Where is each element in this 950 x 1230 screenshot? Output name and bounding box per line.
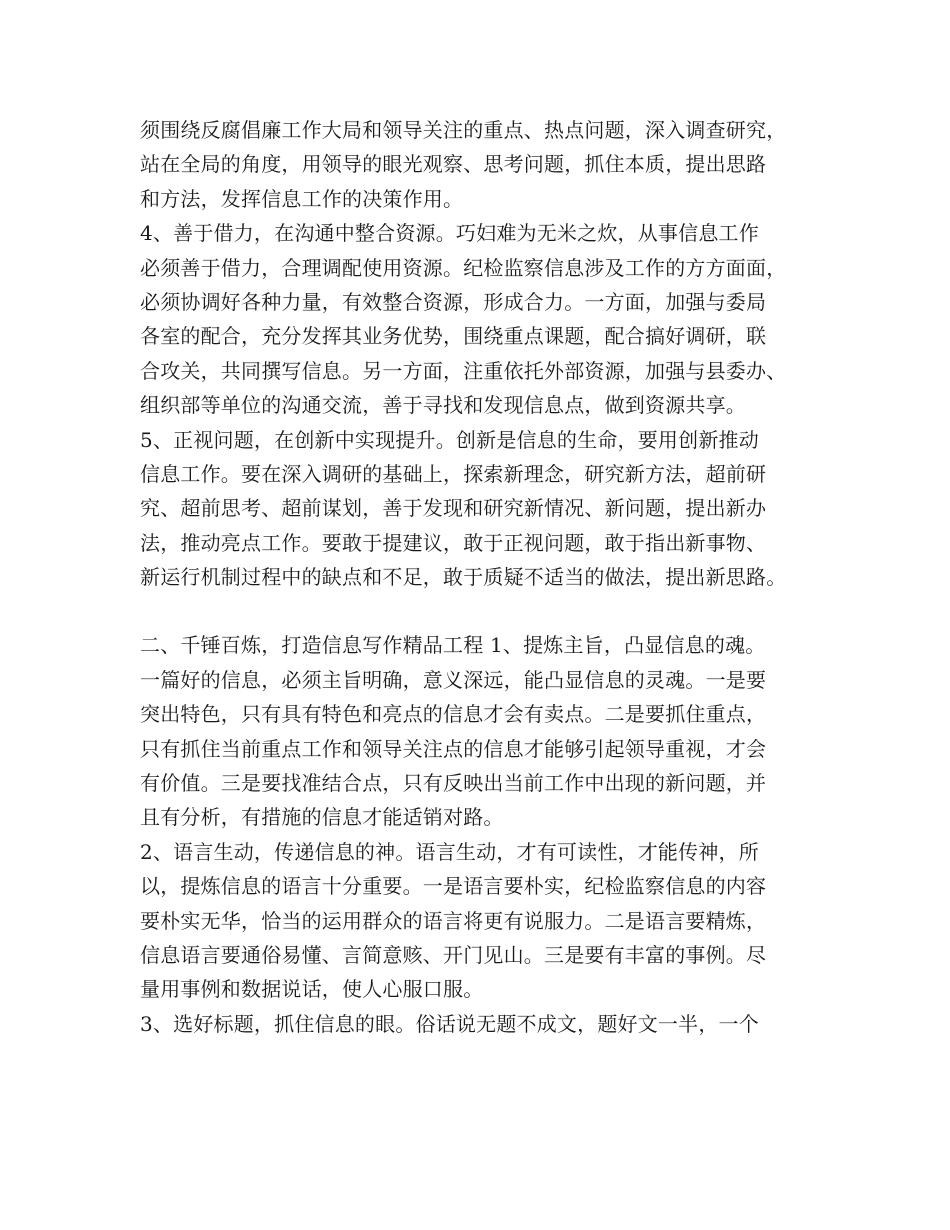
text-line: 必须善于借力，合理调配使用资源。纪检监察信息涉及工作的方方面面， <box>140 255 787 280</box>
text-line: 有价值。三是要找准结合点，只有反映出当前工作中出现的新问题，并 <box>140 771 767 796</box>
text-line: 法，推动亮点工作。要敢于提建议，敢于正视问题，敢于指出新事物、 <box>140 530 767 555</box>
text-line: 站在全局的角度，用领导的眼光观察、思考问题，抓住本质，提出思路 <box>140 152 767 177</box>
text-line: 4、善于借力，在沟通中整合资源。巧妇难为无米之炊，从事信息工作 <box>140 221 759 246</box>
text-line: 和方法，发挥信息工作的决策作用。 <box>140 186 464 211</box>
text-line: 合攻关，共同撰写信息。另一方面，注重依托外部资源，加强与县委办、 <box>140 358 787 383</box>
text-line: 新运行机制过程中的缺点和不足，敢于质疑不适当的做法，提出新思路。 <box>140 565 787 590</box>
text-line: 各室的配合，充分发挥其业务优势，围绕重点课题，配合搞好调研，联 <box>140 324 767 349</box>
text-line: 3、选好标题，抓住信息的眼。俗话说无题不成文，题好文一半，一个 <box>140 1011 759 1036</box>
blank-line <box>140 594 830 628</box>
text-line: 5、正视问题，在创新中实现提升。创新是信息的生命，要用创新推动 <box>140 427 759 452</box>
text-line: 信息工作。要在深入调研的基础上，探索新理念，研究新方法，超前研 <box>140 461 767 486</box>
text-line: 要朴实无华，恰当的运用群众的语言将更有说服力。二是语言要精炼， <box>140 908 767 933</box>
text-line: 组织部等单位的沟通交流，善于寻找和发现信息点，做到资源共享。 <box>140 393 746 418</box>
text-line: 量用事例和数据说话，使人心服口服。 <box>140 977 484 1002</box>
section-heading-line: 二、千锤百炼，打造信息写作精品工程 1、提炼主旨，凸显信息的魂。 <box>140 633 766 658</box>
document-page <box>140 113 830 1041</box>
text-line: 以，提炼信息的语言十分重要。一是语言要朴实，纪检监察信息的内容 <box>140 874 767 899</box>
text-line: 究、超前思考、超前谋划，善于发现和研究新情况、新问题，提出新办 <box>140 496 767 521</box>
text-line: 且有分析，有措施的信息才能适销对路。 <box>140 805 504 830</box>
text-line: 必须协调好各种力量，有效整合资源，形成合力。一方面，加强与委局 <box>140 289 767 314</box>
text-line: 突出特色，只有具有特色和亮点的信息才会有卖点。二是要抓住重点， <box>140 702 767 727</box>
text-line: 信息语言要通俗易懂、言简意赅、开门见山。三是要有丰富的事例。尽 <box>140 942 767 967</box>
text-line: 须围绕反腐倡廉工作大局和领导关注的重点、热点问题，深入调查研究， <box>140 118 787 142</box>
text-line: 只有抓住当前重点工作和领导关注点的信息才能够引起领导重视，才会 <box>140 736 767 761</box>
text-line: 2、语言生动，传递信息的神。语言生动，才有可读性，才能传神，所 <box>140 839 759 864</box>
text-line: 一篇好的信息，必须主旨明确，意义深远，能凸显信息的灵魂。一是要 <box>140 667 767 692</box>
